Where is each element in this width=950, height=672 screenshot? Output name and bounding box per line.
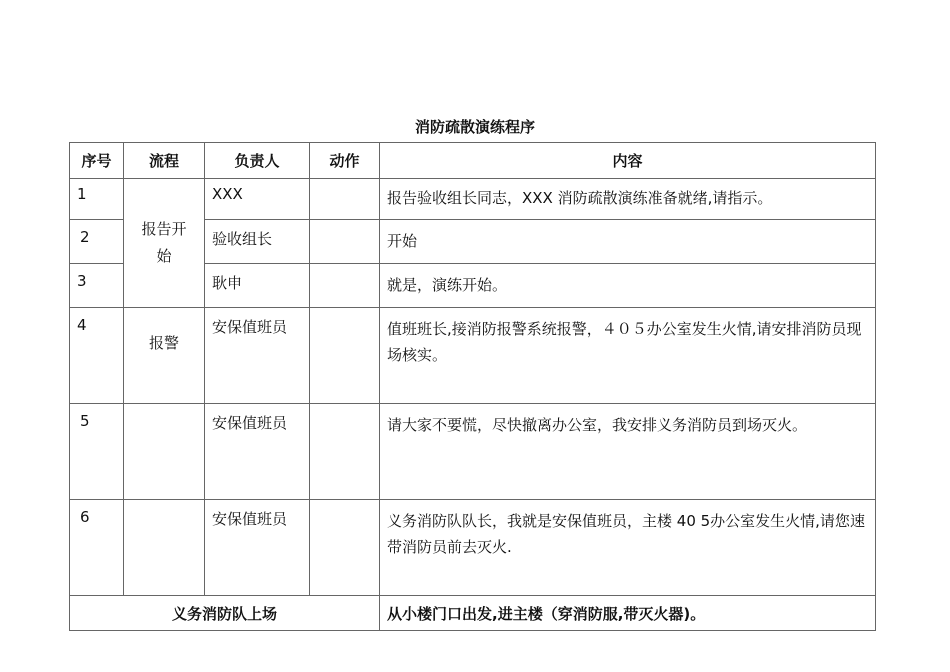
row-seq: 2 (70, 220, 124, 264)
table-row (70, 308, 876, 404)
row-content: 就是，演练开始。 (380, 264, 876, 308)
row-owner: 安保值班员 (205, 500, 310, 596)
row-action (310, 179, 380, 220)
row-action (310, 404, 380, 500)
footer-left: 义务消防队上场 (70, 596, 380, 631)
row-owner: 验收组长 (205, 220, 310, 264)
row-seq: 4 (70, 308, 124, 404)
row-action (310, 308, 380, 404)
row-seq: 5 (70, 404, 124, 500)
flow-cell: 报警 (124, 308, 205, 404)
flow-cell: 报告开始 (124, 179, 205, 308)
row-owner: 安保值班员 (205, 404, 310, 500)
footer-right: 从小楼门口出发,进主楼（穿消防服,带灭火器)。 (380, 596, 876, 631)
flow-cell (124, 404, 205, 500)
drill-procedure-table (69, 142, 876, 631)
header-action: 动作 (310, 143, 380, 179)
row-seq: 3 (70, 264, 124, 308)
row-content: 开始 (380, 220, 876, 264)
document-title: 消防疏散演练程序 (414, 118, 535, 136)
table-row (70, 179, 876, 220)
header-owner: 负责人 (205, 143, 310, 179)
row-owner: 安保值班员 (205, 308, 310, 404)
table-footer-row (70, 596, 876, 631)
table-row (70, 404, 876, 500)
row-action (310, 220, 380, 264)
flow-cell (124, 500, 205, 596)
header-content: 内容 (380, 143, 876, 179)
row-seq: 1 (70, 179, 124, 220)
row-content: 报告验收组长同志，XXX 消防疏散演练准备就绪,请指示。 (380, 179, 876, 220)
row-owner: XXX (205, 179, 310, 220)
table-header-row (70, 143, 876, 179)
row-action (310, 264, 380, 308)
row-content: 义务消防队队长，我就是安保值班员，主楼 40 5办公室发生火情,请您速带消防员前去灭火. (380, 500, 876, 596)
row-seq: 6 (70, 500, 124, 596)
row-content: 请大家不要慌，尽快撤离办公室，我安排义务消防员到场灭火。 (380, 404, 876, 500)
table-row (70, 500, 876, 596)
header-seq: 序号 (70, 143, 124, 179)
header-flow: 流程 (124, 143, 205, 179)
row-owner: 耿申 (205, 264, 310, 308)
row-content: 值班班长,接消防报警系统报警，４０５办公室发生火情,请安排消防员现场核实。 (380, 308, 876, 404)
row-action (310, 500, 380, 596)
